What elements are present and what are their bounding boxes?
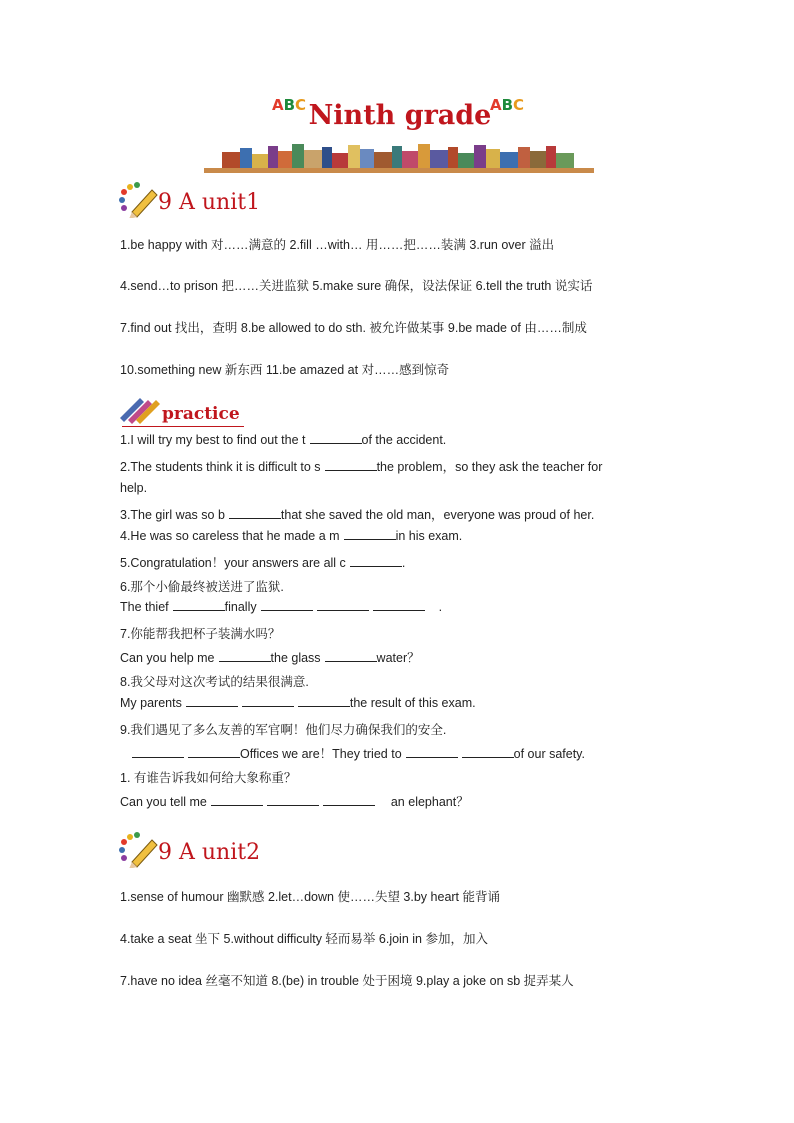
- answer-blank[interactable]: [298, 696, 350, 707]
- question-8: My parents the result of this exam.: [120, 696, 476, 710]
- unit2-line-2: 4.take a seat 坐下 5.without difficulty 轻而易举 6.join in 参加，加入: [120, 932, 488, 946]
- unit2-line-1: 1.sense of humour 幽默感 2.let…down 使……失望 3.by heart 能背诵: [120, 890, 500, 904]
- question-2: 2.The students think it is difficult to s the problem，so they ask the teacher for: [120, 460, 603, 474]
- answer-blank[interactable]: [350, 556, 402, 567]
- unit1-line-2: 4.send…to prison 把……关进监狱 5.make sure 确保，设法保证 6.tell the truth 说实话: [120, 279, 593, 293]
- question-8-chinese: 8.我父母对这次考试的结果很满意.: [120, 675, 309, 689]
- answer-blank[interactable]: [242, 696, 294, 707]
- title-banner: [200, 92, 600, 182]
- answer-blank[interactable]: [229, 508, 281, 519]
- pens-icon: [118, 394, 162, 424]
- unit1-line-3: 7.find out 找出，查明 8.be allowed to do sth. 被允许做某事 9.be made of 由……制成: [120, 321, 587, 335]
- question-10: Can you tell me an elephant？: [120, 795, 469, 809]
- question-6-chinese: 6.那个小偷最终被送进了监狱.: [120, 580, 284, 594]
- answer-blank[interactable]: [186, 696, 238, 707]
- question-6: The thief finally .: [120, 600, 443, 614]
- answer-blank[interactable]: [219, 651, 271, 662]
- answer-blank[interactable]: [323, 795, 375, 806]
- question-10-chinese: 1. 有谁告诉我如何给大象称重？: [120, 771, 297, 785]
- question-1: 1.I will try my best to find out the t of the accident.: [120, 433, 447, 447]
- worksheet-page: ABC Ninth grade ABC 9 A unit1 1.be happy with 对……满意的 2.fill …with… 用……把……装满 3.run over 溢出 4.send…to prison 把……关进监狱 5.make sure 确保，设法保证 6.tell the truth 说实话 7.find out 找出，查明 8.be allowed to do sth. 被允许做某事 9.be made of 由……制成 10.something new 新东西 11.be amazed at 对……感到惊奇 practice 1.I will try my best to find out the t of the accident. 2.The students think it is difficult to s the problem，so they ask the teacher for help. 3.The girl was so b that she saved the old man，everyone was proud of her. 4.He was so careless that he made a m in his exam. 5.Congratulation！your answers are all c . 6.那个小偷最终被送进了监狱. The thief finally . 7.你能帮我把杯子装满水吗？ Can you help me the glass water？ 8.我父母对这次考试的结果很满意. My parents the result of this exam. 9.我们遇见了多么友善的军官啊！他们尽力确保我们的安全. Offices we are！They tried to of our safety. 1. 有谁告诉我如何给大象称重？ Can you tell me an elephant？ 9 A unit2 1.sense of humour 幽默感 2.let…down 使……失望 3.by heart 能背诵 4.take a seat 坐下 5.without difficulty 轻而易举 6.join in 参加，加入 7.have no idea 丝毫不知道 8.(be) in trouble 处于困境 9.play a joke on sb 捉弄某人: [0, 0, 794, 1123]
- bookshelf-icon: [204, 142, 594, 174]
- answer-blank[interactable]: [317, 600, 369, 611]
- abc-logo-left: ABC: [272, 96, 307, 114]
- answer-blank[interactable]: [267, 795, 319, 806]
- abc-logo-right: ABC: [490, 96, 525, 114]
- answer-blank[interactable]: [188, 747, 240, 758]
- question-7: Can you help me the glass water？: [120, 651, 420, 665]
- pencil-icon: [118, 832, 160, 868]
- answer-blank[interactable]: [261, 600, 313, 611]
- answer-blank[interactable]: [406, 747, 458, 758]
- unit1-line-1: 1.be happy with 对……满意的 2.fill …with… 用……把……装满 3.run over 溢出: [120, 238, 555, 252]
- answer-blank[interactable]: [325, 651, 377, 662]
- unit1-line-4: 10.something new 新东西 11.be amazed at 对……感到惊奇: [120, 363, 450, 377]
- answer-blank[interactable]: [462, 747, 514, 758]
- question-2-cont: help.: [120, 481, 148, 495]
- answer-blank[interactable]: [132, 747, 184, 758]
- answer-blank[interactable]: [344, 529, 396, 540]
- pencil-icon: [118, 182, 160, 218]
- answer-blank[interactable]: [173, 600, 225, 611]
- unit2-line-3: 7.have no idea 丝毫不知道 8.(be) in trouble 处于困境 9.play a joke on sb 捉弄某人: [120, 974, 574, 988]
- answer-blank[interactable]: [373, 600, 425, 611]
- question-7-chinese: 7.你能帮我把杯子装满水吗？: [120, 627, 281, 641]
- page-title: Ninth grade: [308, 100, 492, 131]
- question-9: Offices we are！They tried to of our safety.: [120, 744, 585, 762]
- answer-blank[interactable]: [211, 795, 263, 806]
- question-9-chinese: 9.我们遇见了多么友善的军官啊！他们尽力确保我们的安全.: [120, 723, 447, 737]
- question-3: 3.The girl was so b that she saved the old man，everyone was proud of her.: [120, 508, 595, 522]
- answer-blank[interactable]: [310, 433, 362, 444]
- question-5: 5.Congratulation！your answers are all c .: [120, 556, 406, 570]
- question-4: 4.He was so careless that he made a m in his exam.: [120, 529, 463, 543]
- answer-blank[interactable]: [325, 460, 377, 471]
